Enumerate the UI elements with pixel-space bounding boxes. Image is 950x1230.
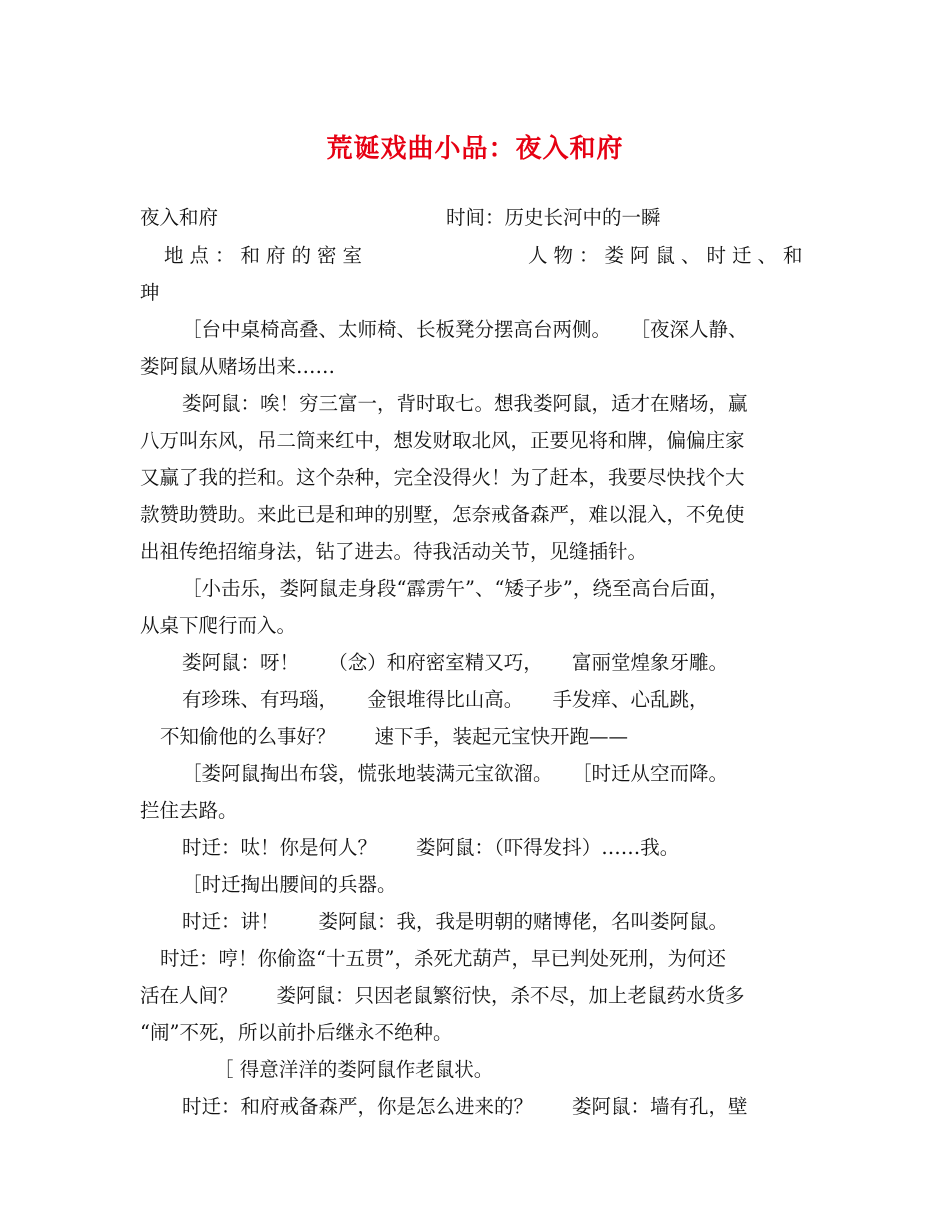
dialogue-line: 娄阿鼠：唉！穷三富一，背时取七。想我娄阿鼠，适才在赌场，赢 — [182, 392, 748, 415]
stage-direction-cont: 拦住去路。 — [140, 799, 238, 822]
dialogue-line-cont: 活在人间？ 娄阿鼠：只因老鼠繁衍快，杀不尽，加上老鼠药水货多 — [140, 984, 745, 1007]
dialogue-line: 时迁：哼！你偷盗“十五贯”，杀死尤葫芦，早已判处死刑，为何还 — [160, 947, 726, 970]
stage-direction-cont: 从桌下爬行而入。 — [140, 614, 297, 637]
header-location: 地点：和府的密室 — [164, 244, 369, 267]
header-time: 时间：历史长河中的一瞬 — [446, 206, 661, 229]
dialogue-line: 时迁：讲！ 娄阿鼠：我，我是明朝的赌博佬，名叫娄阿鼠。 — [182, 910, 729, 933]
stage-direction: ［时迁掏出腰间的兵器。 — [182, 873, 397, 896]
dialogue-line: 时迁：和府戒备森严，你是怎么进来的？ 娄阿鼠：墙有孔，壁 — [182, 1095, 748, 1118]
header-scene-name: 夜入和府 — [140, 206, 219, 229]
dialogue-line-cont: “闹”不死，所以前扑后继永不绝种。 — [140, 1021, 453, 1044]
stage-direction: ［小击乐，娄阿鼠走身段“霹雳午”、“矮子步”，绕至高台后面， — [182, 577, 729, 600]
header-characters: 人物：娄阿鼠、时迁、和 — [528, 244, 809, 267]
verse-line: 不知偷他的么事好？ 速下手，装起元宝快开跑—— — [160, 725, 629, 748]
dialogue-line: 时迁：呔！你是何人？ 娄阿鼠：（吓得发抖）……我。 — [182, 836, 680, 859]
dialogue-line-cont: 款赞助赞助。来此已是和珅的别墅，怎奈戒备森严，难以混入，不免使 — [140, 503, 745, 526]
stage-direction-cont: 娄阿鼠从赌场出来…… — [140, 355, 336, 378]
header-characters-cont: 珅 — [140, 281, 160, 304]
document-title: 荒诞戏曲小品：夜入和府 — [326, 134, 624, 164]
verse-line: 娄阿鼠：呀！ （念）和府密室精又巧， 富丽堂煌象牙雕。 — [182, 651, 729, 674]
stage-direction: ［娄阿鼠掏出布袋，慌张地装满元宝欲溜。 ［时迁从空而降。 — [182, 762, 729, 785]
dialogue-line-cont: 出祖传绝招缩身法，钻了进去。待我活动关节，见缝插针。 — [140, 540, 648, 563]
stage-direction: ［台中桌椅高叠、太师椅、长板凳分摆高台两侧。 ［夜深人静、 — [182, 318, 748, 341]
stage-direction: ［ 得意洋洋的娄阿鼠作老鼠状。 — [214, 1058, 494, 1081]
verse-line: 有珍珠、有玛瑙， 金银堆得比山高。 手发痒、心乱跳， — [182, 688, 709, 711]
dialogue-line-cont: 又赢了我的拦和。这个杂种，完全没得火！为了赶本，我要尽快找个大 — [140, 466, 745, 489]
dialogue-line-cont: 八万叫东风，吊二筒来红中，想发财取北风，正要见将和牌，偏偏庄家 — [140, 429, 745, 452]
